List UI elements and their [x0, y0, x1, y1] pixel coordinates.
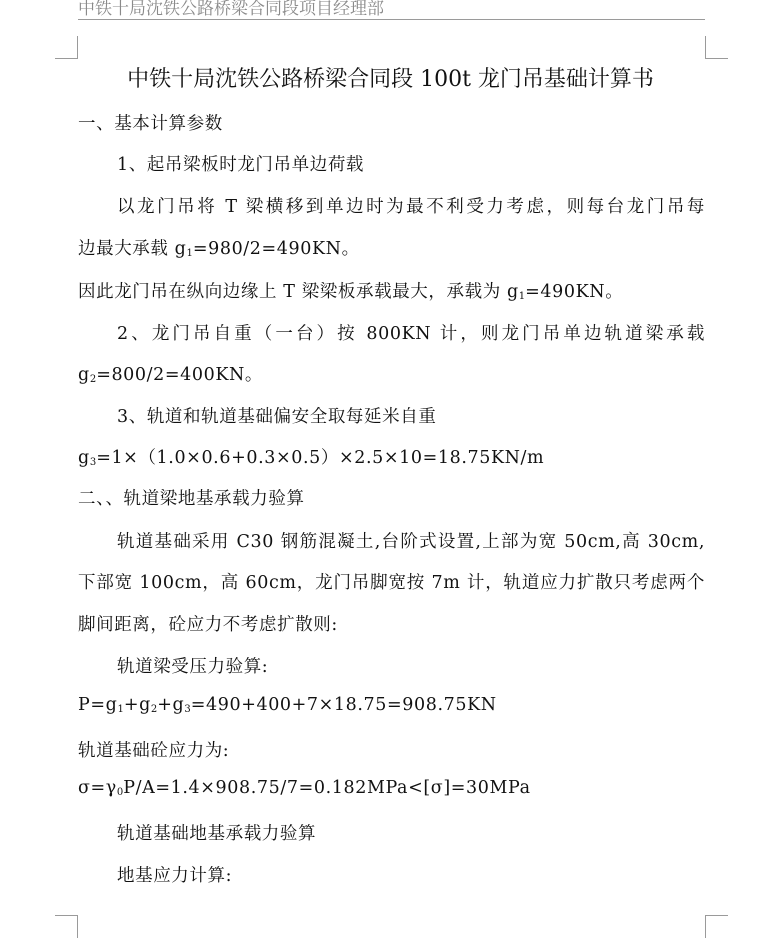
crop-mark-top-right [705, 36, 728, 59]
crop-mark-bottom-left [55, 915, 78, 938]
paragraph-5-line-1: 轨道基础采用 C30 钢筋混凝土,台阶式设置,上部为宽 50cm,高 30cm, [117, 532, 705, 552]
paragraph-2: 因此龙门吊在纵向边缘上 T 梁梁板承载最大，承载为 $g_1=490KN$。 [78, 282, 624, 302]
crop-mark-bottom-right [705, 915, 728, 938]
section-heading-2: 二、、轨道梁地基承载力验算 [78, 489, 305, 509]
section-heading-1: 一、基本计算参数 [78, 114, 223, 134]
item-3-heading: 3、轨道和轨道基础偏安全取每延米自重 [117, 407, 437, 427]
paragraph-3-line-2: $g_2=800/2=400KN$。 [78, 365, 264, 385]
formula-g3: $g_3=1\times(1.0\times 0.6+0.3\times 0.5)\times 2.5\times 10=18.75KN/m$ [78, 448, 545, 468]
paragraph-11: 地基应力计算: [117, 866, 233, 886]
paragraph-1-line-2: 边最大承载 $g_1=980/2=490KN$。 [78, 239, 360, 259]
paragraph-5-line-3: 脚间距离，砼应力不考虑扩散则: [78, 615, 338, 635]
formula-p: $P=g_1+g_2+g_3=490+400+7\times 18.75=908.75KN$ [78, 695, 497, 715]
paragraph-6: 轨道梁受压力验算: [117, 657, 269, 677]
document-title: 中铁十局沈铁公路桥梁合同段 100t 龙门吊基础计算书 [127, 67, 654, 92]
paragraph-3-line-1: 2、龙门吊自重（一台）按 800KN 计，则龙门吊单边轨道梁承载 [117, 324, 705, 344]
paragraph-1-line-1: 以龙门吊将 T 梁横移到单边时为最不利受力考虑，则每台龙门吊每 [117, 197, 705, 217]
paragraph-5-line-2: 下部宽 100cm，高 60cm，龙门吊脚宽按 7m 计，轨道应力扩散只考虑两个 [78, 573, 705, 593]
item-1-heading: 1、起吊梁板时龙门吊单边荷载 [117, 155, 365, 175]
crop-mark-top-left [55, 36, 78, 59]
paragraph-8: 轨道基础砼应力为: [78, 741, 230, 761]
paragraph-10: 轨道基础地基承载力验算 [117, 824, 317, 844]
running-header: 中铁十局沈铁公路桥梁合同段项目经理部 [78, 0, 384, 19]
formula-sigma: $\sigma=\gamma_0P/A=1.4\times 908.75/7=0.182MPa<[\sigma]=30MPa$ [78, 778, 531, 798]
header-rule [78, 19, 705, 20]
